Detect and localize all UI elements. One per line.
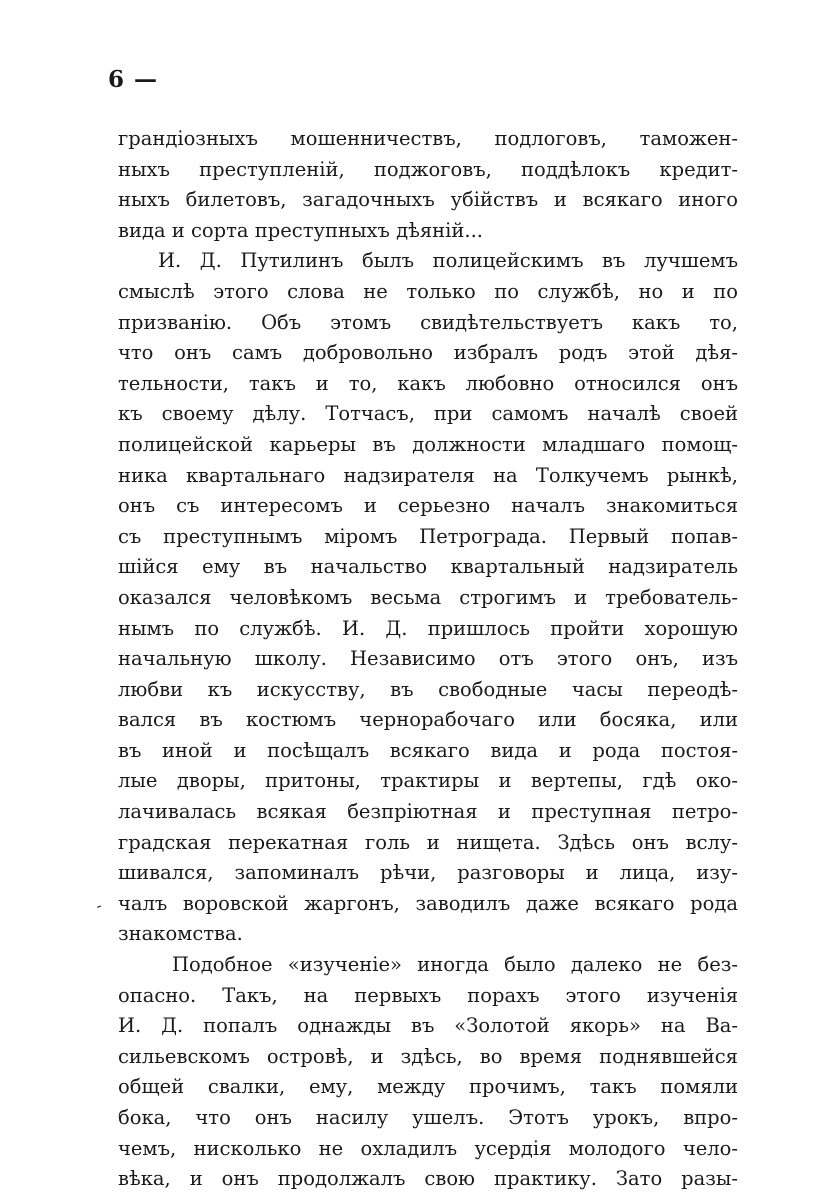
text-line: опасно. Такъ, на первыхъ порахъ этого изученія [118, 983, 738, 1007]
text-line: ныхъ преступленій, поджоговъ, поддѣлокъ кредит- [118, 157, 738, 181]
text-line: вался въ костюмъ чернорабочаго или босяка, или [118, 708, 738, 732]
text-line: грандіозныхъ мошенничествъ, подлоговъ, таможен- [118, 127, 738, 150]
text-line: вѣка, и онъ продолжалъ свою практику. Зато разы- [118, 1167, 738, 1191]
text-line: шійся ему въ начальство квартальный надзиратель [118, 555, 738, 579]
text-line: онъ съ интересомъ и серьезно началъ знакомиться [118, 494, 738, 518]
text-line: въ иной и посѣщалъ всякаго вида и рода постоя- [118, 738, 738, 762]
text-line: И. Д. попалъ однажды въ «Золотой якорь» на Ва- [118, 1014, 738, 1038]
text-line: сильевскомъ островѣ, и здѣсь, во время поднявшейся [118, 1044, 738, 1068]
text-line: призванію. Объ этомъ свидѣтельствуетъ какъ то, [118, 310, 738, 334]
paragraph-2 [118, 246, 738, 950]
text-line: лые дворы, притоны, трактиры и вертепы, гдѣ око- [118, 769, 738, 793]
page-number: 6 — [108, 66, 159, 93]
text-line: начальную школу. Независимо отъ этого онъ, изъ [118, 647, 738, 671]
text-line: знакомства. [118, 922, 243, 946]
text-line: смыслѣ этого слова не только по службѣ, но и по [118, 279, 738, 303]
text-line: оказался человѣкомъ весьма строгимъ и требователь- [118, 585, 738, 609]
text-line: чалъ воровской жаргонъ, заводилъ даже всякаго рода [118, 891, 738, 915]
text-line: полицейской карьеры въ должности младшаго помощ- [118, 432, 738, 456]
body-text [118, 124, 738, 1195]
text-line: шивался, запоминалъ рѣчи, разговоры и лица, изу- [118, 861, 738, 885]
text-line: тельности, такъ и то, какъ любовно относился онъ [118, 371, 738, 395]
text-line: къ своему дѣлу. Тотчасъ, при самомъ началѣ своей [118, 402, 738, 426]
text-line: бока, что онъ насилу ушелъ. Этотъ урокъ, впро- [118, 1106, 738, 1129]
text-line: градская перекатная голь и нищета. Здѣсь онъ вслу- [118, 830, 738, 854]
text-line: съ преступнымъ міромъ Петрограда. Первый попав- [118, 524, 738, 548]
paragraph-1 [118, 124, 738, 246]
text-line: общей свалки, ему, между прочимъ, такъ помяли [118, 1075, 738, 1099]
text-line: ныхъ билетовъ, загадочныхъ убійствъ и всякаго иного [118, 188, 738, 212]
text-line: что онъ самъ добровольно избралъ родъ этой дѣя- [118, 341, 738, 365]
text-line: любви къ искусству, въ свободные часы переодѣ- [118, 677, 738, 701]
text-line: И. Д. Путилинъ былъ полицейскимъ въ лучшемъ [158, 249, 738, 273]
text-line: лачивалась всякая безпріютная и преступная петро- [118, 800, 738, 824]
text-line: вида и сорта преступныхъ дѣяній... [118, 218, 483, 242]
text-line: нымъ по службѣ. И. Д. пришлось пройти хорошую [118, 616, 738, 640]
paragraph-3 [118, 950, 738, 1195]
margin-pencil-mark: - [92, 895, 105, 916]
text-line: Подобное «изученіе» иногда было далеко не без- [172, 953, 738, 977]
text-line: чемъ, нисколько не охладилъ усердія молодого чело- [118, 1136, 738, 1160]
text-line: ника квартальнаго надзирателя на Толкучемъ рынкѣ, [118, 463, 738, 487]
